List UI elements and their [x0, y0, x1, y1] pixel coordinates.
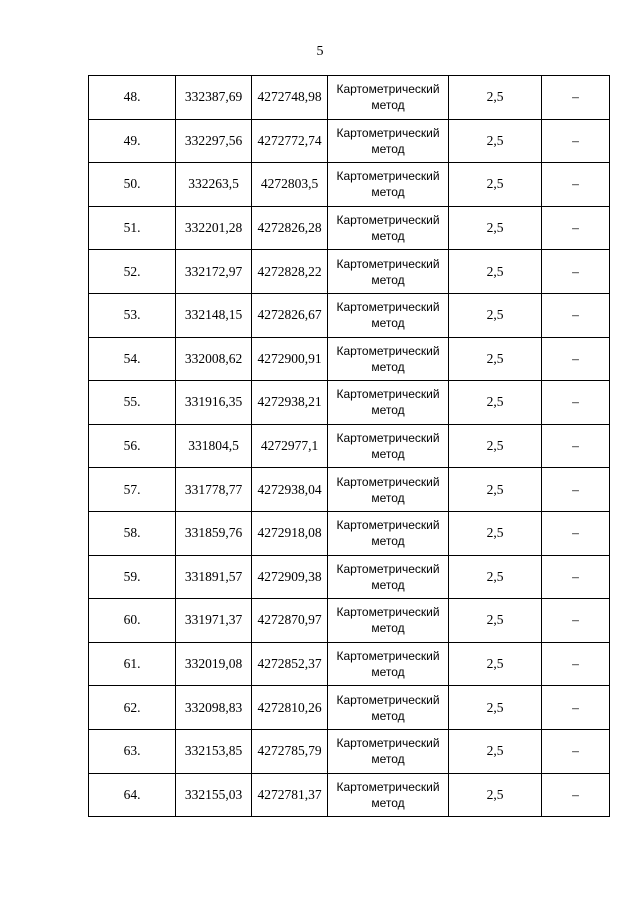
table-row: [89, 642, 610, 686]
note-cell: –: [542, 163, 610, 207]
note-cell: –: [542, 337, 610, 381]
accuracy-cell: 2,5: [449, 686, 542, 730]
note-cell: –: [542, 642, 610, 686]
x-coordinate-cell: 331804,5: [176, 424, 252, 468]
x-coordinate-cell: 332155,03: [176, 773, 252, 817]
point-number-cell: 50.: [89, 163, 176, 207]
point-number-cell: 49.: [89, 119, 176, 163]
coordinates-table-body: [89, 76, 610, 817]
x-coordinate-cell: 332098,83: [176, 686, 252, 730]
note-cell: –: [542, 468, 610, 512]
y-coordinate-cell: 4272803,5: [252, 163, 328, 207]
y-coordinate-cell: 4272828,22: [252, 250, 328, 294]
point-number-cell: 52.: [89, 250, 176, 294]
x-coordinate-cell: 331891,57: [176, 555, 252, 599]
y-coordinate-cell: 4272772,74: [252, 119, 328, 163]
table-row: [89, 511, 610, 555]
note-cell: –: [542, 555, 610, 599]
y-coordinate-cell: 4272977,1: [252, 424, 328, 468]
x-coordinate-cell: 332172,97: [176, 250, 252, 294]
method-cell: Картометрический метод: [328, 163, 449, 207]
method-cell: Картометрический метод: [328, 76, 449, 120]
method-cell: Картометрический метод: [328, 642, 449, 686]
accuracy-cell: 2,5: [449, 555, 542, 599]
table-row: [89, 163, 610, 207]
note-cell: –: [542, 206, 610, 250]
method-cell: Картометрический метод: [328, 511, 449, 555]
table-row: [89, 468, 610, 512]
table-row: [89, 424, 610, 468]
y-coordinate-cell: 4272826,28: [252, 206, 328, 250]
point-number-cell: 64.: [89, 773, 176, 817]
coordinates-table: [88, 75, 610, 817]
x-coordinate-cell: 332153,85: [176, 729, 252, 773]
y-coordinate-cell: 4272810,26: [252, 686, 328, 730]
point-number-cell: 60.: [89, 599, 176, 643]
x-coordinate-cell: 331778,77: [176, 468, 252, 512]
point-number-cell: 51.: [89, 206, 176, 250]
method-cell: Картометрический метод: [328, 381, 449, 425]
note-cell: –: [542, 686, 610, 730]
y-coordinate-cell: 4272748,98: [252, 76, 328, 120]
table-row: [89, 599, 610, 643]
x-coordinate-cell: 331971,37: [176, 599, 252, 643]
y-coordinate-cell: 4272938,21: [252, 381, 328, 425]
y-coordinate-cell: 4272781,37: [252, 773, 328, 817]
point-number-cell: 61.: [89, 642, 176, 686]
table-row: [89, 293, 610, 337]
table-row: [89, 686, 610, 730]
accuracy-cell: 2,5: [449, 293, 542, 337]
table-row: [89, 555, 610, 599]
note-cell: –: [542, 729, 610, 773]
method-cell: Картометрический метод: [328, 250, 449, 294]
note-cell: –: [542, 424, 610, 468]
x-coordinate-cell: 331859,76: [176, 511, 252, 555]
note-cell: –: [542, 119, 610, 163]
point-number-cell: 59.: [89, 555, 176, 599]
y-coordinate-cell: 4272785,79: [252, 729, 328, 773]
note-cell: –: [542, 773, 610, 817]
x-coordinate-cell: 332387,69: [176, 76, 252, 120]
accuracy-cell: 2,5: [449, 511, 542, 555]
point-number-cell: 48.: [89, 76, 176, 120]
note-cell: –: [542, 76, 610, 120]
accuracy-cell: 2,5: [449, 163, 542, 207]
accuracy-cell: 2,5: [449, 76, 542, 120]
accuracy-cell: 2,5: [449, 599, 542, 643]
method-cell: Картометрический метод: [328, 206, 449, 250]
point-number-cell: 63.: [89, 729, 176, 773]
note-cell: –: [542, 293, 610, 337]
accuracy-cell: 2,5: [449, 119, 542, 163]
point-number-cell: 53.: [89, 293, 176, 337]
accuracy-cell: 2,5: [449, 468, 542, 512]
method-cell: Картометрический метод: [328, 773, 449, 817]
method-cell: Картометрический метод: [328, 119, 449, 163]
point-number-cell: 54.: [89, 337, 176, 381]
accuracy-cell: 2,5: [449, 729, 542, 773]
method-cell: Картометрический метод: [328, 337, 449, 381]
accuracy-cell: 2,5: [449, 773, 542, 817]
method-cell: Картометрический метод: [328, 555, 449, 599]
x-coordinate-cell: 332019,08: [176, 642, 252, 686]
table-row: [89, 729, 610, 773]
page-number: 5: [316, 44, 324, 59]
table-row: [89, 381, 610, 425]
x-coordinate-cell: 332297,56: [176, 119, 252, 163]
table-row: [89, 337, 610, 381]
point-number-cell: 62.: [89, 686, 176, 730]
y-coordinate-cell: 4272852,37: [252, 642, 328, 686]
point-number-cell: 55.: [89, 381, 176, 425]
accuracy-cell: 2,5: [449, 337, 542, 381]
note-cell: –: [542, 511, 610, 555]
y-coordinate-cell: 4272938,04: [252, 468, 328, 512]
y-coordinate-cell: 4272918,08: [252, 511, 328, 555]
accuracy-cell: 2,5: [449, 206, 542, 250]
table-row: [89, 119, 610, 163]
x-coordinate-cell: 331916,35: [176, 381, 252, 425]
table-row: [89, 250, 610, 294]
x-coordinate-cell: 332201,28: [176, 206, 252, 250]
accuracy-cell: 2,5: [449, 424, 542, 468]
table-row: [89, 773, 610, 817]
method-cell: Картометрический метод: [328, 729, 449, 773]
method-cell: Картометрический метод: [328, 293, 449, 337]
y-coordinate-cell: 4272909,38: [252, 555, 328, 599]
point-number-cell: 56.: [89, 424, 176, 468]
method-cell: Картометрический метод: [328, 686, 449, 730]
x-coordinate-cell: 332008,62: [176, 337, 252, 381]
table-row: [89, 206, 610, 250]
y-coordinate-cell: 4272900,91: [252, 337, 328, 381]
accuracy-cell: 2,5: [449, 250, 542, 294]
method-cell: Картометрический метод: [328, 599, 449, 643]
note-cell: –: [542, 599, 610, 643]
table-row: [89, 76, 610, 120]
accuracy-cell: 2,5: [449, 642, 542, 686]
y-coordinate-cell: 4272826,67: [252, 293, 328, 337]
method-cell: Картометрический метод: [328, 468, 449, 512]
note-cell: –: [542, 250, 610, 294]
point-number-cell: 58.: [89, 511, 176, 555]
x-coordinate-cell: 332148,15: [176, 293, 252, 337]
y-coordinate-cell: 4272870,97: [252, 599, 328, 643]
note-cell: –: [542, 381, 610, 425]
accuracy-cell: 2,5: [449, 381, 542, 425]
point-number-cell: 57.: [89, 468, 176, 512]
x-coordinate-cell: 332263,5: [176, 163, 252, 207]
method-cell: Картометрический метод: [328, 424, 449, 468]
